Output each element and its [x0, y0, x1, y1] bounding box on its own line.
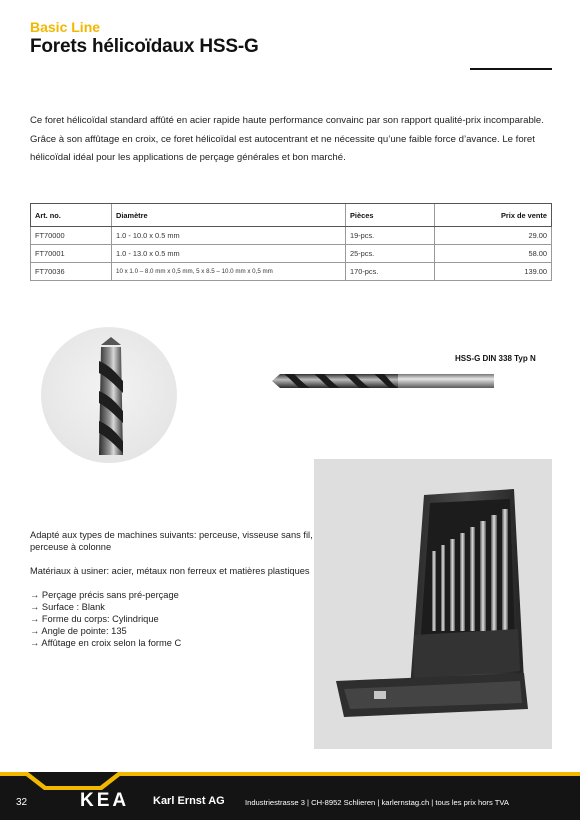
cell-article: FT70000 [31, 227, 112, 245]
footer-address: Industriestrasse 3 | CH-8952 Schlieren | karlernstag.ch | tous les prix hors TVA [245, 798, 509, 807]
table-row [31, 227, 552, 245]
page-number: 32 [16, 797, 28, 808]
list-item: → Forme du corps: Cylindrique [30, 614, 159, 624]
cell-pieces: 19-pcs. [346, 227, 435, 245]
features-block [30, 529, 320, 649]
machine-types-text: Adapté aux types de machines suivants: perceuse, visseuse sans fil, perceuse à colonne [30, 530, 313, 552]
col-header-pieces: Pièces [346, 204, 435, 227]
title-rule [470, 68, 552, 70]
col-header-diameter: Diamètre [112, 204, 346, 227]
cell-pieces: 25-pcs. [346, 245, 435, 263]
table-row [31, 245, 552, 263]
list-item: → Perçage précis sans pré-perçage [30, 590, 179, 600]
list-item: → Surface : Blank [30, 602, 105, 612]
product-table [30, 203, 552, 281]
col-header-article: Art. no. [31, 204, 112, 227]
cell-price: 139.00 [435, 263, 552, 281]
intro-paragraph: Ce foret hélicoïdal standard affûté en acier rapide haute performance convainc par son rapport qualité-prix incomparable. Grâce à son affûtage en croix, ce foret hélicoïdal est autocentrant et ne nécessite qu’une faible force d’avance. Le foret hélicoïdal idéal pour les applications de perçage générales et bon marché. [30, 115, 544, 163]
list-item: → Angle de pointe: 135 [30, 626, 127, 636]
drill-tip-image [41, 327, 177, 463]
footer-accent-stripe [0, 772, 580, 792]
drill-set-case-image [314, 459, 552, 749]
cell-price: 29.00 [435, 227, 552, 245]
materials-text: Matériaux à usiner: acier, métaux non ferreux et matières plastiques [30, 566, 310, 576]
col-header-price: Prix de vente [435, 204, 552, 227]
feature-list [30, 589, 320, 649]
cell-diameter: 1.0 - 10.0 x 0.5 mm [112, 227, 346, 245]
list-item: → Affûtage en croix selon la forme C [30, 638, 182, 648]
cell-price: 58.00 [435, 245, 552, 263]
drill-bit-image [270, 368, 496, 399]
table-row [31, 263, 552, 281]
page-title: Forets hélicoïdaux HSS-G [30, 36, 259, 57]
cell-article: FT70036 [31, 263, 112, 281]
brand-logo: KEA [80, 790, 130, 811]
cell-diameter: 10 x 1.0 – 8.0 mm x 0,5 mm, 5 x 8.5 – 10.0 mm x 0,5 mm [112, 263, 346, 281]
cell-diameter: 1.0 - 13.0 x 0.5 mm [112, 245, 346, 263]
section-kicker: Basic Line [30, 19, 101, 35]
drill-type-label: HSS-G DIN 338 Typ N [455, 354, 536, 363]
cell-article: FT70001 [31, 245, 112, 263]
cell-pieces: 170-pcs. [346, 263, 435, 281]
company-name: Karl Ernst AG [153, 795, 225, 807]
table-header-row [31, 204, 552, 227]
